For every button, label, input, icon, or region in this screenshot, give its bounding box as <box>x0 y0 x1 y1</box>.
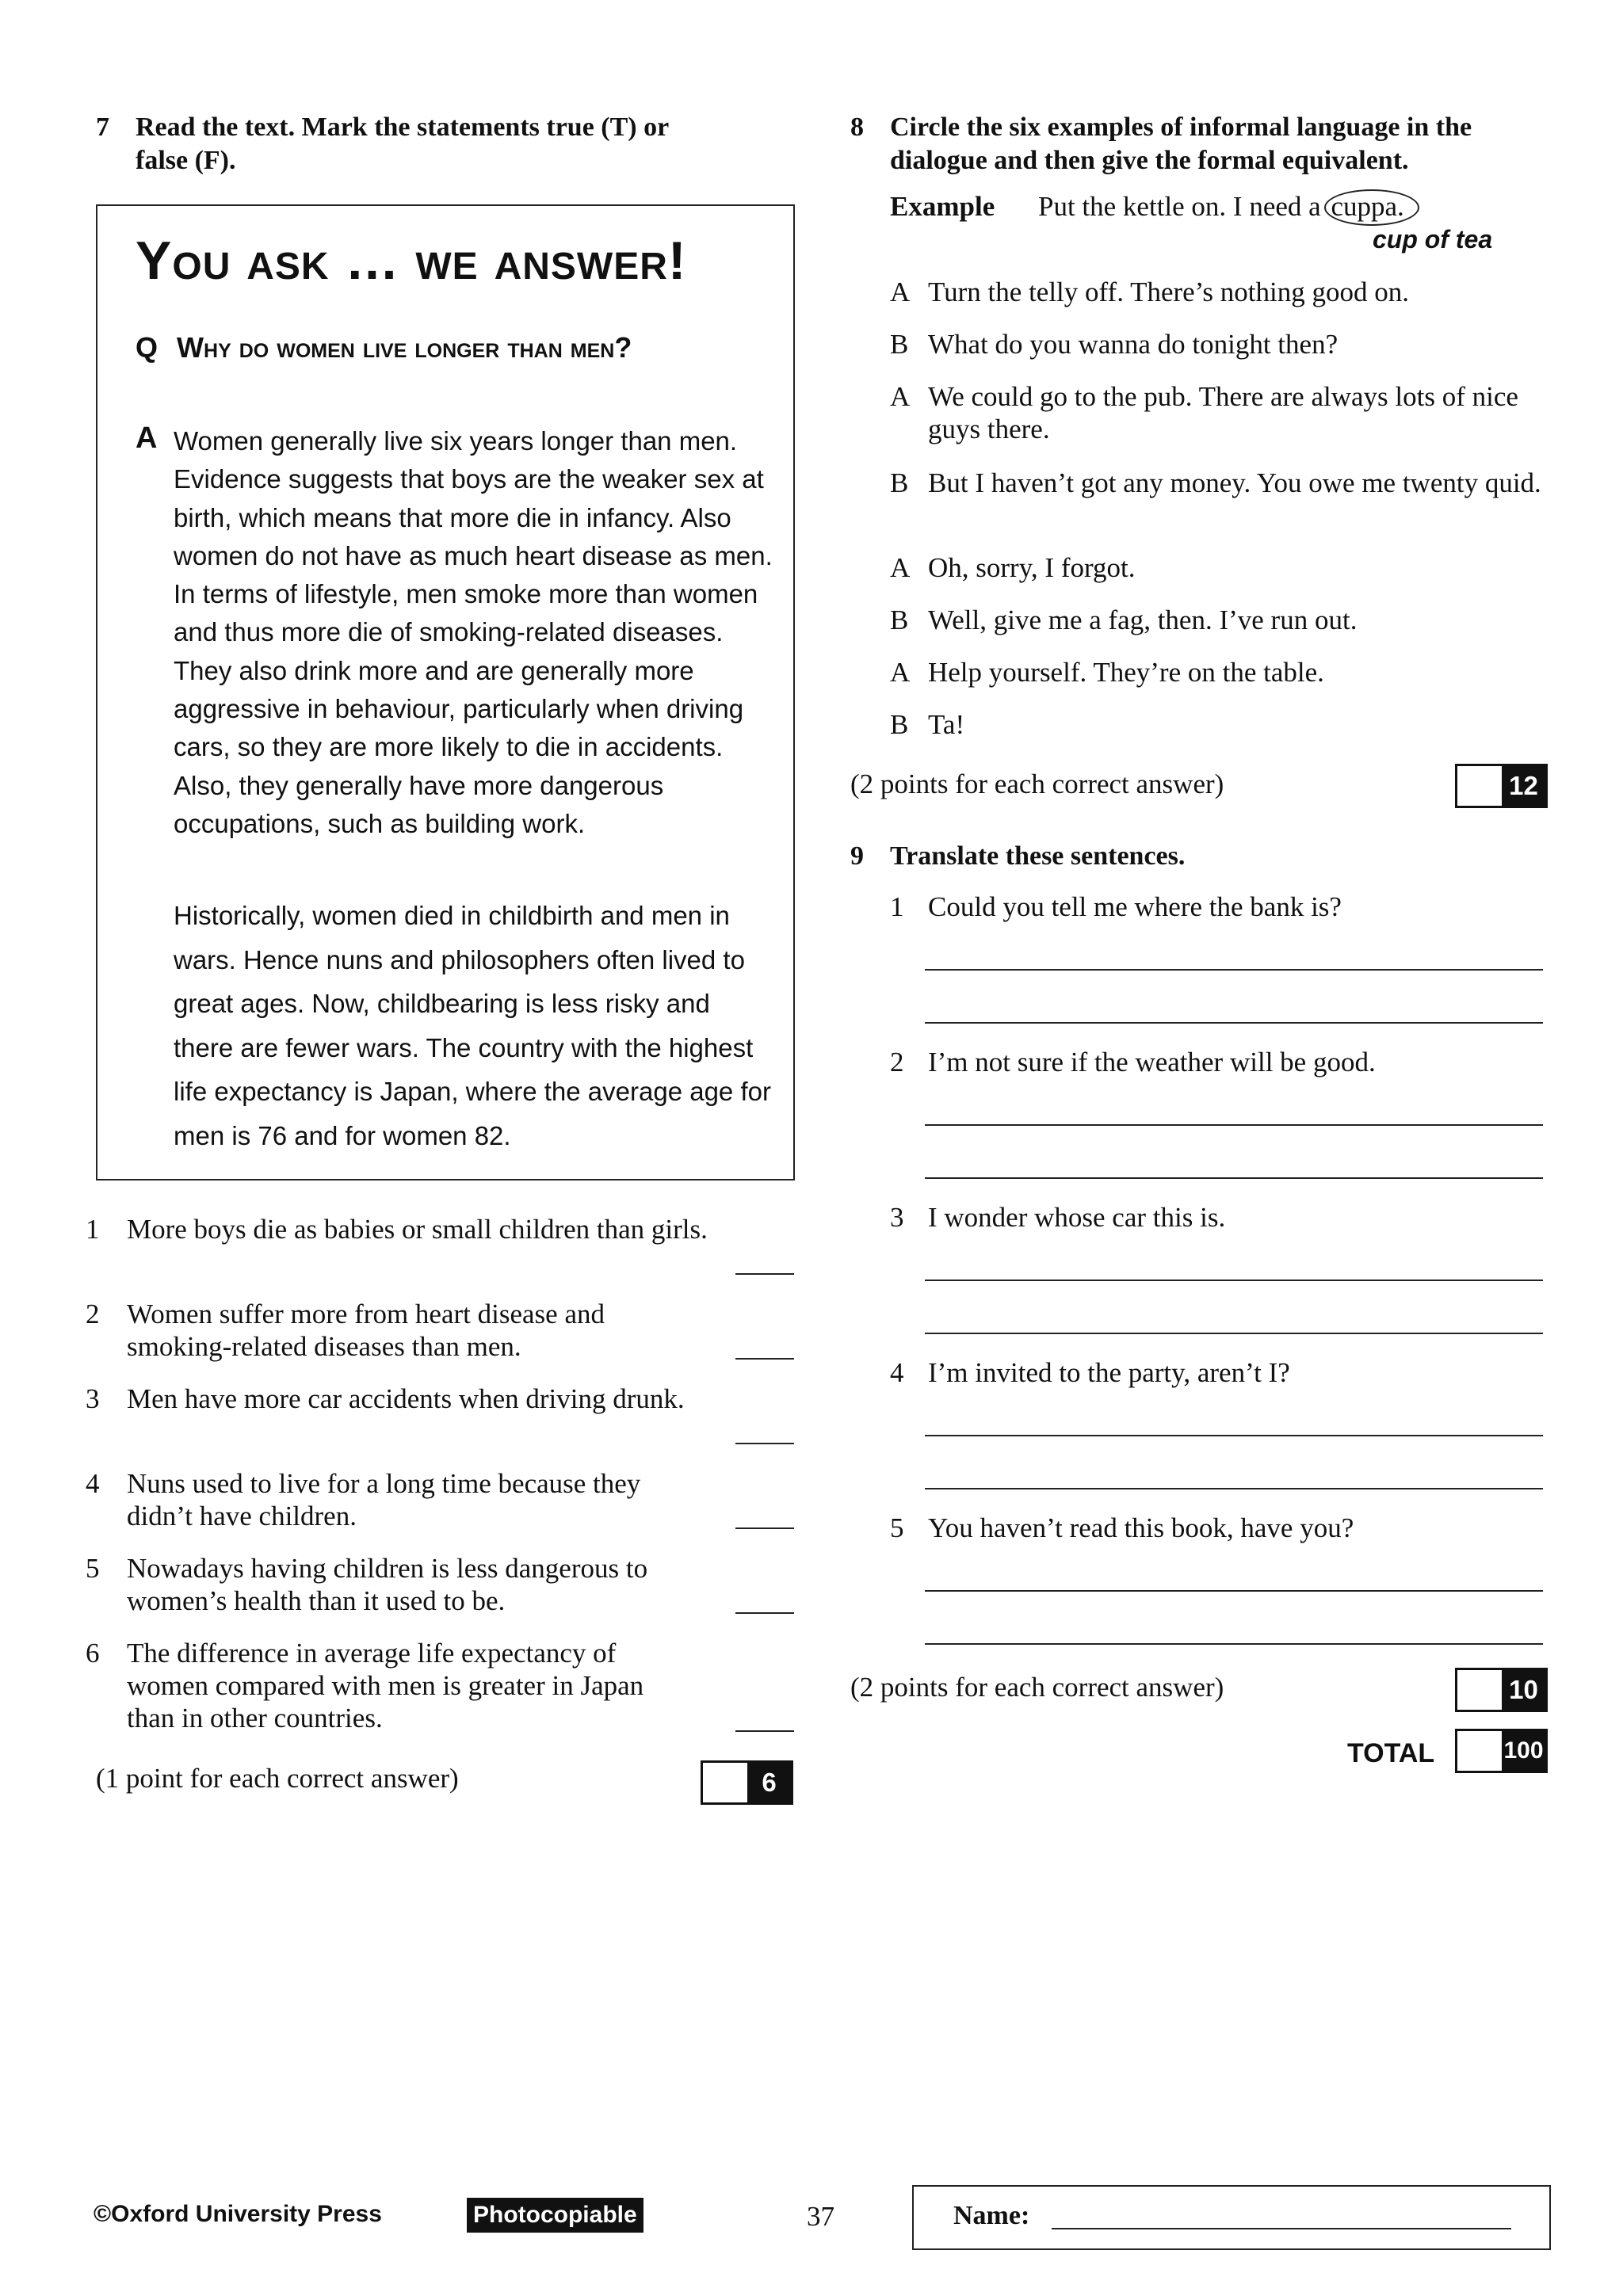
item-number: 2 <box>890 1047 904 1077</box>
name-field[interactable] <box>1052 2228 1511 2229</box>
statement-number: 4 <box>86 1468 100 1499</box>
speaker-label: A <box>890 277 911 307</box>
q9-score: 10 <box>1502 1670 1545 1710</box>
statement-4 <box>86 1467 713 1532</box>
q8-score-box <box>1455 764 1548 808</box>
reading-text-box <box>96 204 795 1180</box>
example-answer: cup of tea <box>1373 225 1493 254</box>
item-number: 4 <box>890 1357 904 1388</box>
q7-score-box <box>701 1760 793 1805</box>
dialogue-line-7 <box>890 656 1556 689</box>
statement-text: Women suffer more from heart disease and smoking-related diseases than men. <box>127 1299 605 1362</box>
item-text: You haven’t read this book, have you? <box>928 1512 1354 1543</box>
answer-blank-3[interactable] <box>735 1443 794 1444</box>
answer-line[interactable] <box>925 1177 1543 1179</box>
statement-number: 1 <box>86 1214 100 1245</box>
answer-line[interactable] <box>925 1488 1543 1489</box>
q9-number: 9 <box>850 841 864 871</box>
q7-score: 6 <box>747 1763 791 1802</box>
dialogue-line-6 <box>890 604 1556 637</box>
copyright: ©Oxford University Press <box>94 2201 382 2227</box>
dialogue-text: Turn the telly off. There’s nothing good on. <box>928 277 1409 307</box>
q9-score-box <box>1455 1668 1548 1712</box>
q8-score: 12 <box>1502 766 1545 806</box>
total-label: TOTAL <box>1347 1738 1435 1768</box>
item-number: 1 <box>890 891 904 922</box>
q8-instruction-line2: dialogue and then give the formal equivalent. <box>890 146 1409 175</box>
speaker-label: B <box>890 467 909 498</box>
total-score-box <box>1455 1729 1548 1773</box>
example-circled-word <box>1331 191 1397 222</box>
dialogue-text: Oh, sorry, I forgot. <box>928 552 1136 583</box>
article-paragraph-1: Women generally live six years longer than men. Evidence suggests that boys are the weaker sex at birth, which means that more die in infancy. Also women do not have as much heart disease as men. In terms of lifestyle, men smoke more than women and thus more die of smoking-related diseases. They also drink more and are generally more aggressive in behaviour, particularly when driving cars, so they are more likely to die in accidents. Also, they generally have more dangerous occupations, such as building work. <box>174 426 773 838</box>
dialogue-line-3 <box>890 380 1556 447</box>
statement-text: Men have more car accidents when driving drunk. <box>127 1383 685 1414</box>
dialogue-line-2 <box>890 328 1556 361</box>
answer-line[interactable] <box>925 969 1543 971</box>
answer-line[interactable] <box>925 1280 1543 1281</box>
answer-blank-4[interactable] <box>735 1527 794 1529</box>
item-text: I wonder whose car this is. <box>928 1202 1226 1233</box>
speaker-label: A <box>890 381 911 412</box>
q7-number: 7 <box>96 113 109 142</box>
example-period: . <box>1397 191 1404 222</box>
dialogue-text: Ta! <box>928 709 965 740</box>
statement-number: 3 <box>86 1383 100 1414</box>
speaker-label: B <box>890 709 909 740</box>
photocopiable-badge: Photocopiable <box>467 2198 643 2233</box>
item-number: 5 <box>890 1512 904 1543</box>
statement-1 <box>86 1213 713 1245</box>
question-label: Q <box>136 331 158 364</box>
dialogue-line-5 <box>890 551 1556 585</box>
question-text: Why do women live longer than men? <box>177 331 632 364</box>
q9-heading <box>850 840 1548 875</box>
q9-points-note: (2 points for each correct answer) <box>850 1672 1224 1703</box>
answer-label: A <box>136 421 158 455</box>
speaker-label: A <box>890 657 911 688</box>
name-label: Name: <box>953 2201 1030 2230</box>
statement-6 <box>86 1637 697 1734</box>
answer-blank-1[interactable] <box>735 1273 794 1275</box>
name-box <box>912 2185 1551 2250</box>
q8-example <box>890 190 1404 223</box>
item-text: I’m not sure if the weather will be good. <box>928 1047 1376 1077</box>
statement-text: Nuns used to live for a long time because they didn’t have children. <box>127 1468 641 1531</box>
statement-number: 2 <box>86 1299 100 1329</box>
answer-line[interactable] <box>925 1022 1543 1024</box>
speaker-label: A <box>890 552 911 583</box>
statement-2 <box>86 1298 713 1363</box>
speaker-label: B <box>890 329 909 360</box>
statement-3 <box>86 1383 713 1415</box>
circled-word-text: cuppa <box>1331 191 1398 222</box>
dialogue-line-4 <box>890 467 1556 533</box>
item-text: I’m invited to the party, aren’t I? <box>928 1357 1290 1388</box>
statement-5 <box>86 1552 713 1617</box>
statement-text: The difference in average life expectancy of women compared with men is greater in Japan than in other countries. <box>127 1638 644 1733</box>
statement-number: 5 <box>86 1553 100 1584</box>
example-label: Example <box>890 191 995 222</box>
dialogue-line-1 <box>890 276 1556 309</box>
dialogue-text: We could go to the pub. There are always lots of nice guys there. <box>928 381 1518 444</box>
q8-instruction-line1: Circle the six examples of informal language in the <box>890 113 1472 142</box>
answer-line[interactable] <box>925 1590 1543 1592</box>
circle-mark <box>1324 189 1419 226</box>
page-number: 37 <box>807 2201 834 2232</box>
total-score: 100 <box>1502 1731 1545 1771</box>
q7-instruction-line1: Read the text. Mark the statements true (T) or <box>136 113 670 142</box>
q7-heading <box>96 111 793 182</box>
dialogue-text: Help yourself. They’re on the table. <box>928 657 1324 688</box>
example-text: Put the kettle on. I need a <box>1037 191 1321 222</box>
answer-line[interactable] <box>925 1435 1543 1436</box>
q8-heading <box>850 111 1548 182</box>
article-paragraph-2: Historically, women died in childbirth and men in wars. Hence nuns and philosophers often lived to great ages. Now, childbearing is less risky and there are fewer wars. The country with the highest life expectancy is Japan, where the average age for men is 76 and for women 82. <box>174 901 771 1150</box>
dialogue-text: But I haven’t got any money. You owe me twenty quid. <box>928 467 1541 498</box>
answer-blank-2[interactable] <box>735 1358 794 1360</box>
item-text: Could you tell me where the bank is? <box>928 891 1342 922</box>
answer-blank-6[interactable] <box>735 1730 794 1732</box>
dialogue-text: Well, give me a fag, then. I’ve run out. <box>928 605 1358 635</box>
answer-line[interactable] <box>925 1333 1543 1334</box>
answer-line[interactable] <box>925 1124 1543 1126</box>
dialogue-line-8 <box>890 708 1556 742</box>
statement-number: 6 <box>86 1638 100 1669</box>
statement-text: More boys die as babies or small children than girls. <box>127 1214 708 1245</box>
q9-instruction: Translate these sentences. <box>890 841 1186 871</box>
item-number: 3 <box>890 1202 904 1233</box>
q7-points-note: (1 point for each correct answer) <box>96 1763 459 1794</box>
article-title: You ask … we answer! <box>136 231 687 291</box>
q8-number: 8 <box>850 113 864 142</box>
statement-text: Nowadays having children is less dangerous to women’s health than it used to be. <box>127 1553 648 1616</box>
speaker-label: B <box>890 605 909 635</box>
answer-blank-5[interactable] <box>735 1612 794 1614</box>
answer-line[interactable] <box>925 1643 1543 1645</box>
dialogue-text: What do you wanna do tonight then? <box>928 329 1338 360</box>
article-question <box>136 331 632 364</box>
q7-instruction-line2: false (F). <box>136 146 236 175</box>
q8-points-note: (2 points for each correct answer) <box>850 769 1224 799</box>
